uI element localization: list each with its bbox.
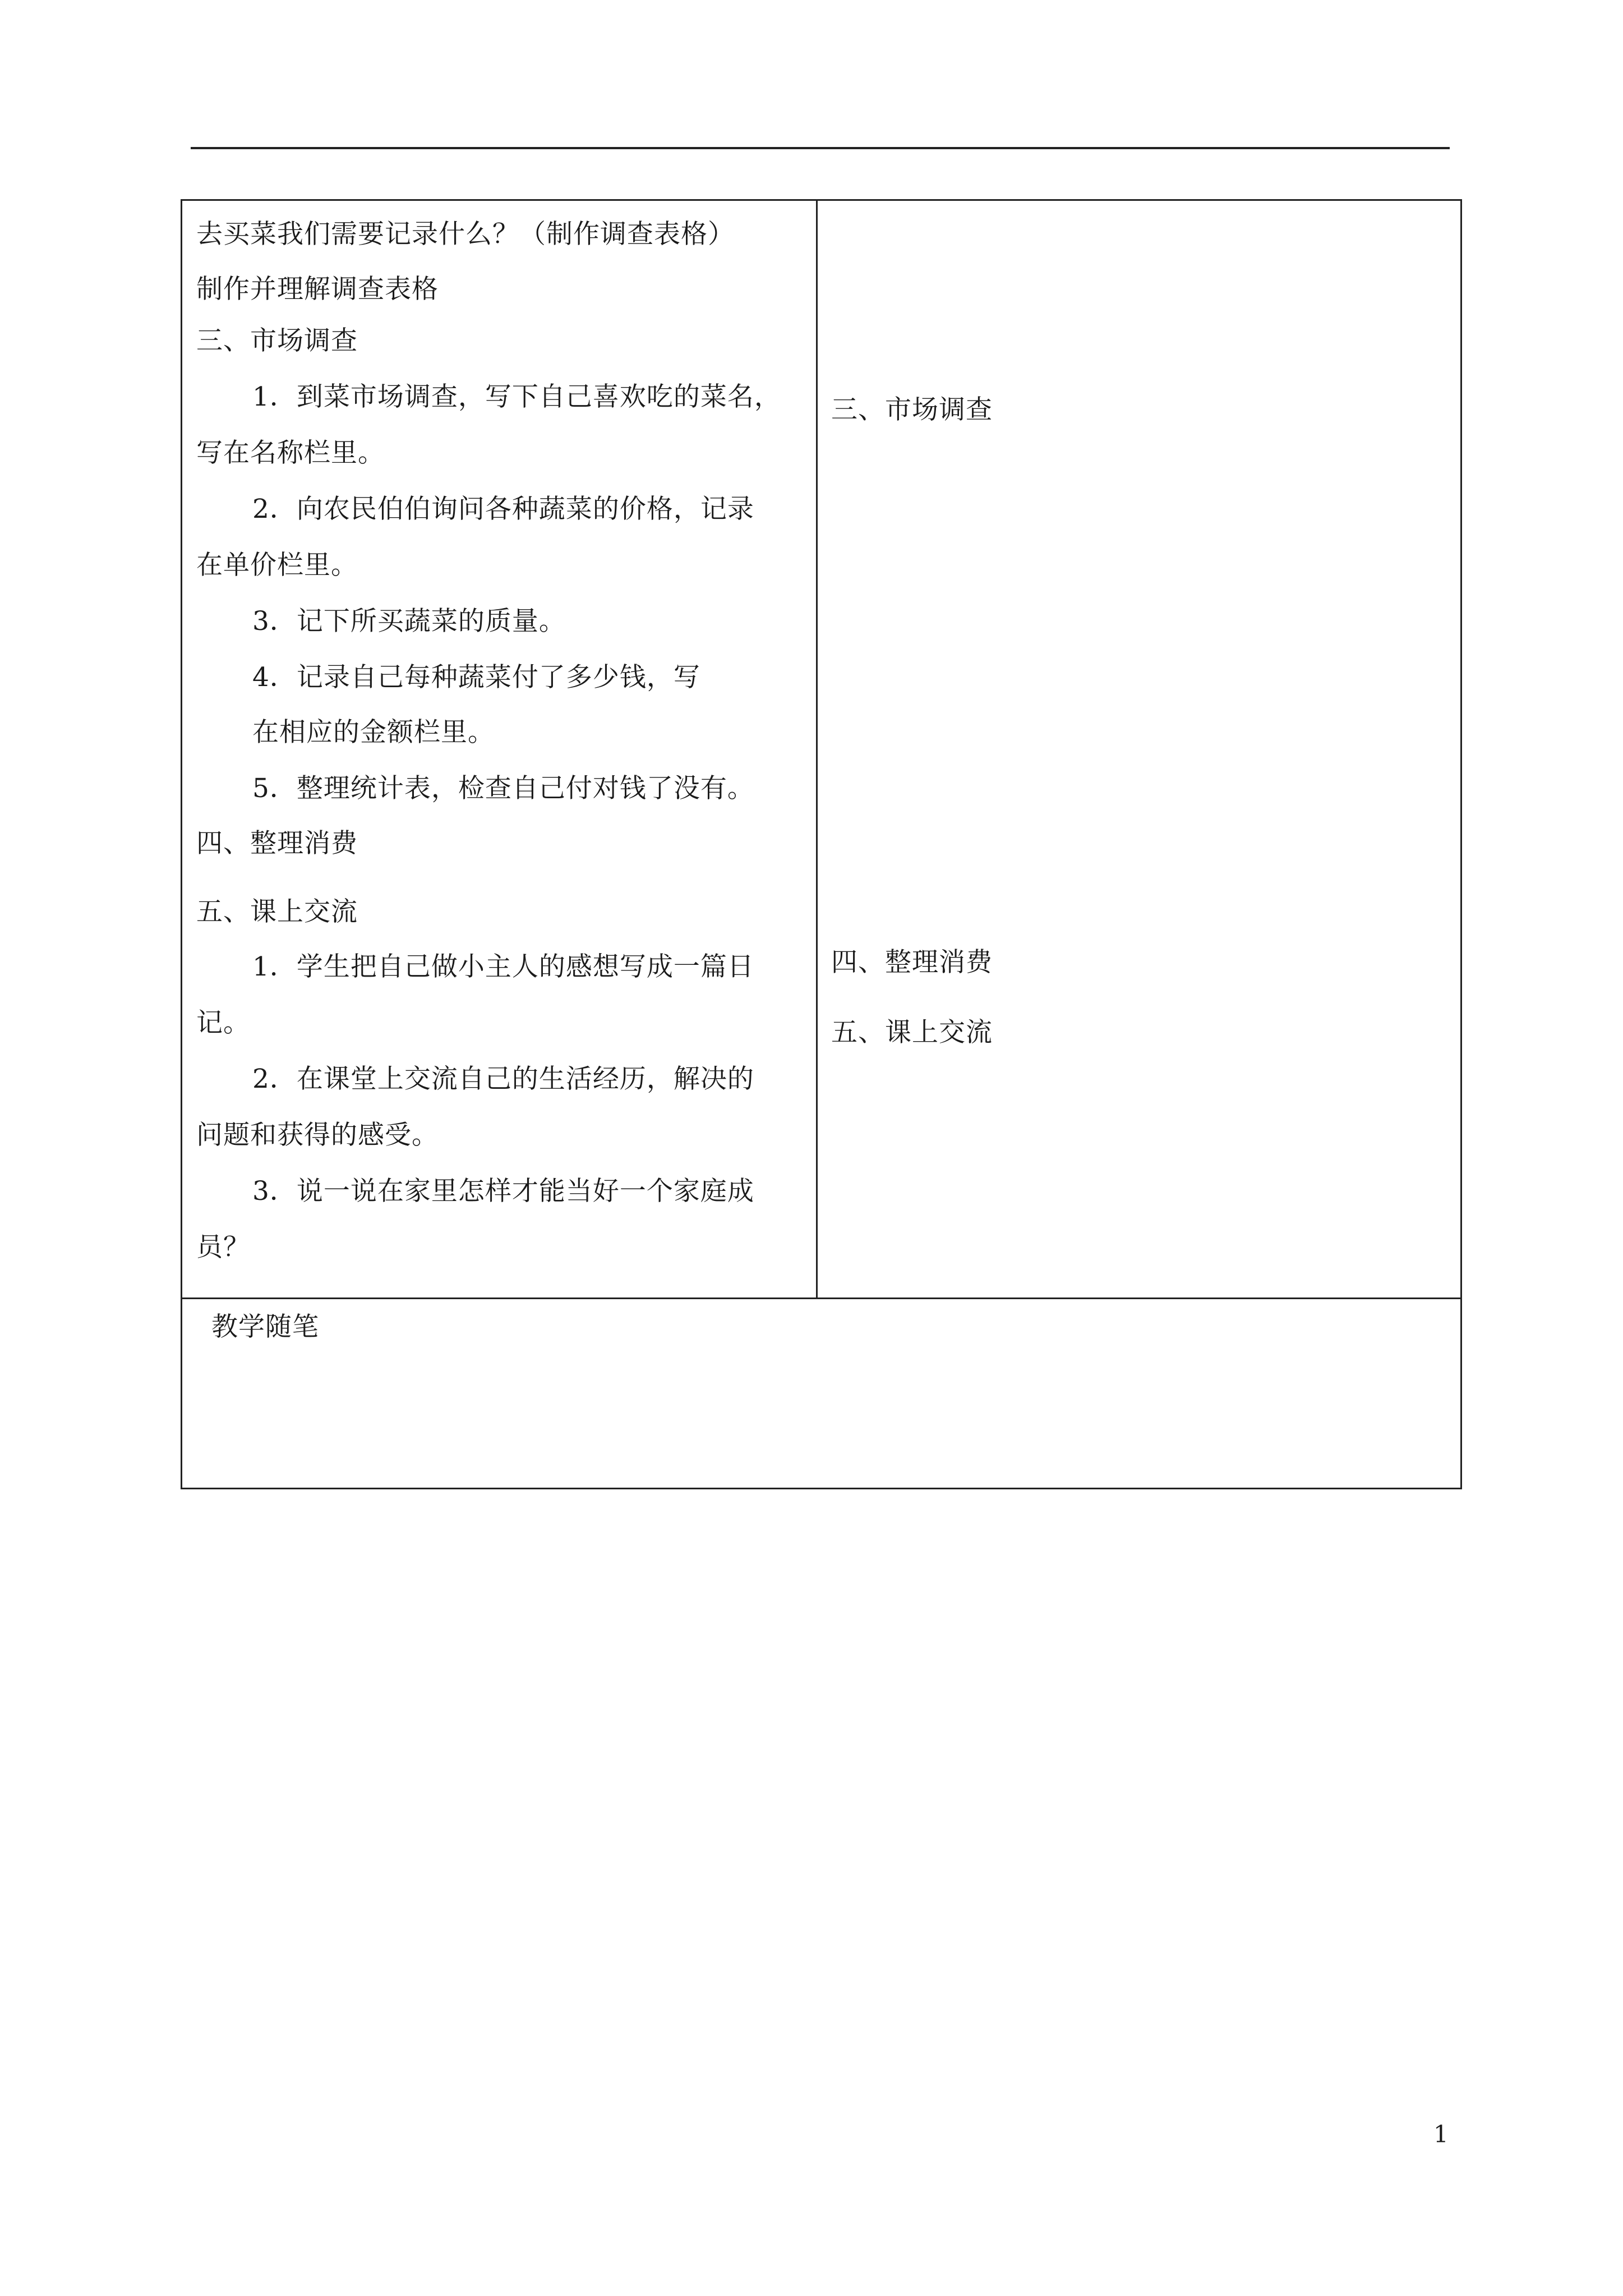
left-section-exchange: 五、课上交流: [196, 896, 358, 927]
column-divider: [816, 201, 818, 1297]
lesson-plan-table: [181, 199, 1462, 1489]
teaching-notes-label: 教学随笔: [211, 1312, 319, 1342]
left-step-4b: 在相应的金额栏里。: [252, 717, 495, 748]
left-exchange-2a: 2．在课堂上交流自己的生活经历，解决的: [252, 1064, 754, 1094]
page-number: 1: [1433, 2120, 1449, 2148]
left-step-1a: 1．到菜市场调查，写下自己喜欢吃的菜名，: [252, 381, 781, 412]
left-line-make-table: 制作并理解调查表格: [196, 274, 439, 305]
left-section-market-survey: 三、市场调查: [196, 325, 358, 356]
left-step-5: 5．整理统计表，检查自己付对钱了没有。: [252, 773, 754, 804]
left-exchange-1a: 1．学生把自己做小主人的感想写成一篇日: [252, 951, 754, 982]
header-rule: [191, 147, 1450, 149]
left-step-2b: 在单价栏里。: [196, 550, 358, 581]
left-exchange-1b: 记。: [196, 1007, 250, 1038]
left-step-2a: 2．向农民伯伯询问各种蔬菜的价格，记录: [252, 494, 754, 524]
right-section-market-survey: 三、市场调查: [831, 394, 993, 425]
left-exchange-3a: 3．说一说在家里怎样才能当好一个家庭成: [252, 1176, 754, 1207]
left-step-1b: 写在名称栏里。: [196, 438, 385, 468]
right-section-consumption: 四、整理消费: [831, 947, 993, 978]
left-line-question: 去买菜我们需要记录什么？（制作调查表格）: [196, 219, 735, 250]
left-step-3: 3．记下所买蔬菜的质量。: [252, 606, 566, 637]
left-exchange-2b: 问题和获得的感受。: [196, 1120, 439, 1151]
right-section-exchange: 五、课上交流: [831, 1017, 993, 1048]
left-step-4a: 4．记录自己每种蔬菜付了多少钱，写: [252, 662, 700, 693]
left-exchange-3b: 员？: [196, 1232, 250, 1263]
left-section-consumption: 四、整理消费: [196, 828, 358, 859]
row-divider: [182, 1297, 1460, 1299]
